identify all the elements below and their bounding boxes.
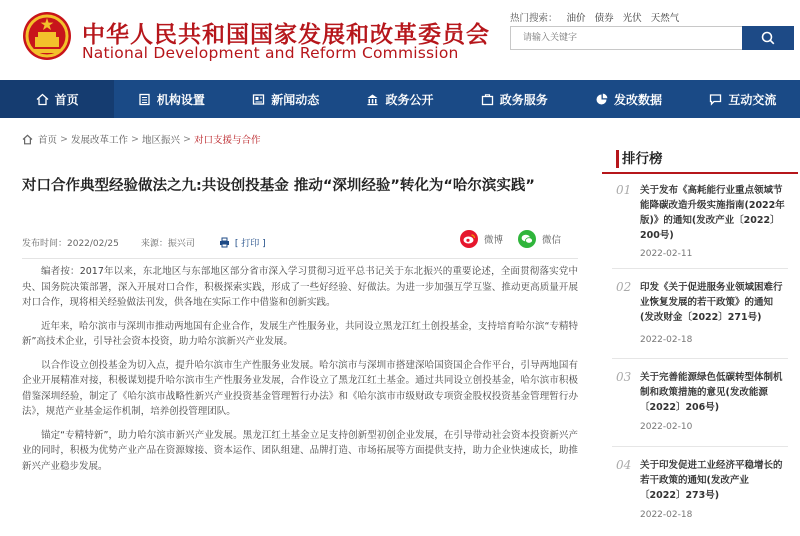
site-header — [0, 0, 800, 80]
ranking-header — [602, 150, 798, 174]
main-nav — [0, 80, 800, 118]
article-divider — [22, 258, 578, 259]
article-paragraph: 锚定“专精特新”，助力哈尔滨市新兴产业发展。黑龙江红土基金立足支持创新型初创企业发展，在引导带动社会资本投资新兴产业的同时，积极为优势产业产品在资源嫁接、资本运作、团队组建、品牌打造、市场拓展等方面提供支持，助力企业快速成长，助推新兴产业稳步发展。 — [22, 429, 578, 472]
hot-search-label: 热门搜索： — [510, 13, 558, 24]
rank-date: 2022-02-18 — [640, 510, 693, 520]
publish-time: 发布时间：2022/02/25 — [22, 239, 119, 249]
hot-keyword-4[interactable]: 天然气 — [650, 13, 680, 24]
article-paragraph: 编者按：2017年以来，东北地区与东部地区部分省市深入学习贯彻习近平总书记关于东北振兴的重要论述，全面贯彻落实党中央、国务院决策部署，深入开展对口合作，积极探索实践，形成了一些好经验、好做法。为进一步加强互学互鉴、推动更高质量开展对口合作，现将相关经验做法刊发，供各地在实际工作中借鉴和创新实践。 — [22, 266, 578, 308]
rank-link[interactable]: 关于印发促进工业经济平稳增长的若干政策的通知(发改产业〔2022〕273号) — [640, 460, 783, 501]
rank-number: 04 — [616, 458, 632, 472]
nav-item-data[interactable] — [571, 80, 685, 118]
print-label: [ 打印 ] — [234, 239, 266, 249]
weibo-icon — [460, 230, 478, 248]
breadcrumb-current[interactable]: 对口支援与合作 — [193, 135, 261, 146]
rank-date: 2022-02-10 — [640, 422, 693, 432]
breadcrumb-separator: > — [182, 133, 191, 145]
weibo-label: 微博 — [484, 235, 504, 246]
printer-icon — [219, 237, 230, 248]
article-title: 对口合作典型经验做法之九:共设创投基金 推动“深圳经验”转化为“哈尔滨实践” — [22, 178, 535, 194]
org-icon — [138, 93, 151, 106]
rank-number: 03 — [616, 370, 632, 384]
nav-label-public: 政务公开 — [385, 92, 434, 107]
nav-label-home: 首页 — [54, 92, 79, 107]
nav-label-org: 机构设置 — [156, 92, 205, 107]
article-paragraph: 以合作设立创投基金为切入点，提升哈尔滨市生产性服务业发展。哈尔滨市与深圳市搭建深哈国资国企合作平台，引导两地国有企业开展精准对接，积极谋划提升哈尔滨市生产性服务业发展，合作设立了黑龙江红土基金。通过共同设立创投基金，哈尔滨市积极借鉴深圳经验，制定了《哈尔滨市战略性新兴产业投资基金管理暂行办法》和《哈尔滨市市级财政专项资金股权投资基金管理暂行办法》，规范产业基金运作机制，培养创投管理团队。 — [22, 359, 578, 417]
rank-link[interactable]: 印发《关于促进服务业领域困难行业恢复发展的若干政策》的通知(发改财金〔2022〕271号) — [640, 282, 783, 323]
article-meta — [22, 236, 266, 249]
breadcrumb-home[interactable]: 首页 — [38, 135, 58, 146]
hot-keyword-3[interactable]: 光伏 — [622, 13, 642, 24]
nav-item-public[interactable] — [343, 80, 457, 118]
rank-date: 2022-02-11 — [640, 249, 693, 259]
rank-number: 02 — [616, 280, 632, 294]
ranking-divider — [612, 268, 788, 269]
hot-search — [510, 10, 685, 24]
chat-icon — [709, 93, 722, 106]
rank-number: 01 — [616, 183, 632, 197]
ranking-title: 排行榜 — [616, 150, 663, 168]
breadcrumb — [22, 132, 260, 146]
breadcrumb-separator: > — [60, 133, 68, 145]
public-icon — [366, 93, 379, 106]
breadcrumb-work[interactable]: 发展改革工作 — [70, 135, 128, 146]
ranking-divider — [612, 446, 788, 447]
rank-link[interactable]: 关于发布《高耗能行业重点领域节能降碳改造升级实施指南(2022年版)》的通知(发改产业〔2022〕200号) — [640, 185, 785, 241]
data-icon — [595, 93, 608, 106]
hot-keyword-1[interactable]: 油价 — [566, 13, 586, 24]
breadcrumb-revitalization[interactable]: 地区振兴 — [141, 135, 180, 146]
search-input[interactable] — [510, 26, 742, 50]
share-wechat[interactable] — [518, 230, 561, 248]
rank-date: 2022-02-18 — [640, 335, 693, 345]
nav-item-chat[interactable] — [686, 80, 800, 118]
home-icon — [36, 93, 49, 106]
nav-label-news: 新闻动态 — [271, 92, 320, 107]
article-paragraph: 近年来，哈尔滨市与深圳市推动两地国有企业合作，发展生产性服务业，共同设立黑龙江红土创投基金，支持培育哈尔滨“专精特新”高技术企业，引导社会资本投资，助力哈尔滨新兴产业发展。 — [22, 320, 578, 347]
site-name-cn: 中华人民共和国国家发展和改革委员会 — [82, 22, 490, 48]
wechat-icon — [518, 230, 536, 248]
wechat-label: 微信 — [542, 235, 562, 246]
home-icon — [22, 134, 33, 145]
hot-keyword-2[interactable]: 债券 — [594, 13, 614, 24]
search-icon — [761, 31, 775, 45]
search-button[interactable] — [742, 26, 794, 50]
nav-label-data: 发改数据 — [614, 92, 663, 107]
share-weibo[interactable] — [460, 230, 503, 248]
national-emblem-icon — [22, 10, 72, 62]
nav-label-chat: 互动交流 — [728, 92, 777, 107]
nav-item-service[interactable] — [457, 80, 571, 118]
site-name-en: National Development and Reform Commission — [82, 44, 459, 62]
nav-item-home[interactable] — [0, 80, 114, 118]
article-body — [22, 264, 578, 482]
rank-link[interactable]: 关于完善能源绿色低碳转型体制机制和政策措施的意见(发改能源〔2022〕206号) — [640, 372, 783, 413]
nav-label-service: 政务服务 — [499, 92, 548, 107]
nav-item-org[interactable] — [114, 80, 228, 118]
nav-item-news[interactable] — [229, 80, 343, 118]
news-icon — [252, 93, 265, 106]
print-button[interactable] — [219, 236, 266, 249]
ranking-divider — [612, 358, 788, 359]
article-source: 来源：振兴司 — [140, 239, 195, 249]
service-icon — [481, 93, 494, 106]
breadcrumb-separator: > — [131, 133, 139, 145]
